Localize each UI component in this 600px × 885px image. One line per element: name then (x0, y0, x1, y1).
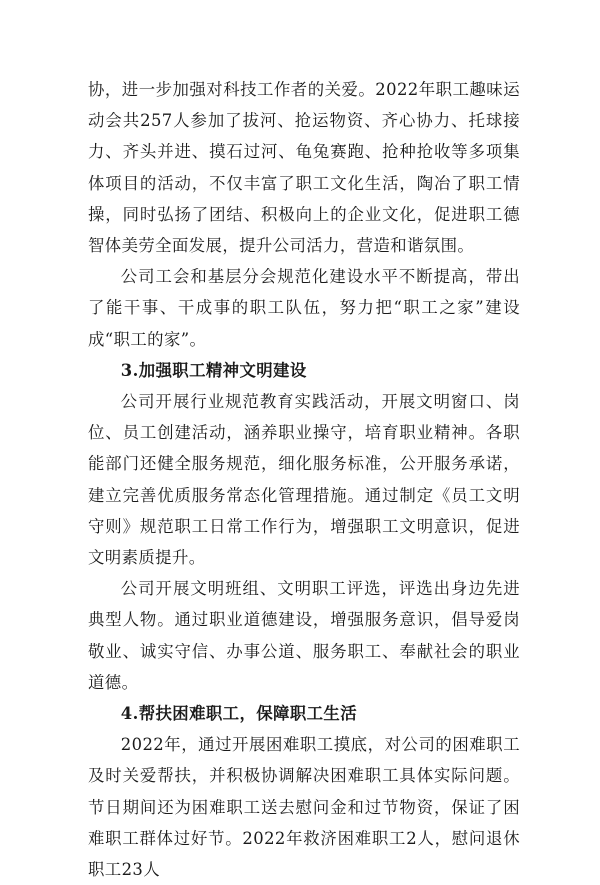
paragraph-sports-event: 协，进一步加强对科技工作者的关爱。2022年职工趣味运动会共257人参加了拔河、抢运物资、齐心协力、托球接力、齐头并进、摸石过河、龟兔赛跑、抢种抢收等多项集体项目的活动，不仅丰富了职工文化生活，陶冶了职工情操，同时弘扬了团结、积极向上的企业文化，促进职工德智体美劳全面发展，提升公司活力，营造和谐氛围。 (88, 80, 520, 256)
document-body (88, 74, 520, 885)
section-heading-3: 3.加强职工精神文明建设 (120, 360, 307, 380)
paragraph-hardship-aid: 2022年，通过开展困难职工摸底，对公司的困难职工及时关爱帮扶，并积极协调解决困难职工具体实际问题。节日期间还为困难职工送去慰问金和过节物资，保证了困难职工群体过好节。2022年救济困难职工2人，慰问退休职工23人 (88, 735, 520, 880)
paragraph-union-building: 公司工会和基层分会规范化建设水平不断提高，带出了能干事、干成事的职工队伍，努力把“职工之家”建设成“职工的家”。 (88, 267, 520, 349)
paragraph-civility-practice: 公司开展行业规范教育实践活动，开展文明窗口、岗位、员工创建活动，涵养职业操守，培育职业精神。各职能部门还健全服务规范，细化服务标准，公开服务承诺，建立完善优质服务常态化管理措施。通过制定《员工文明守则》规范职工日常工作行为，增强职工文明意识，促进文明素质提升。 (88, 392, 520, 568)
section-heading-4: 4.帮扶困难职工，保障职工生活 (120, 704, 357, 724)
paragraph-civility-selection: 公司开展文明班组、文明职工评选，评选出身边先进典型人物。通过职业道德建设，增强服务意识，倡导爱岗敬业、诚实守信、办事公道、服务职工、奉献社会的职业道德。 (88, 579, 520, 692)
